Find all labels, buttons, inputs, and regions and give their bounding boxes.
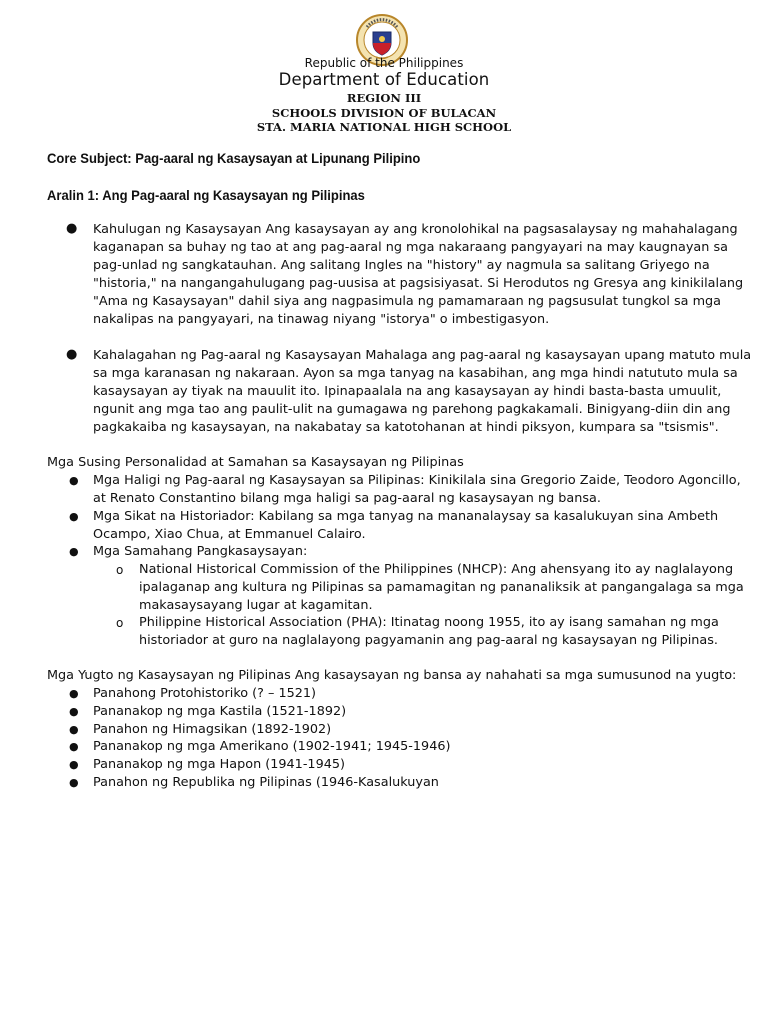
department-title: Department of Education	[278, 70, 490, 89]
bullet-icon: ●	[69, 740, 79, 753]
text-line: "historia," na nangangahulugang pag-uusisa at pagsisiyasat. Si Herodutos ng Gresya ang kinikilalang	[93, 276, 744, 291]
importance-paragraph	[93, 347, 751, 437]
list-item	[93, 543, 307, 561]
text-line: kasaysayan ay tiyak na mauulit ito. Ipinapaalala na ang kasaysayan ay hindi basta-basta umuulit,	[93, 384, 722, 399]
list-item	[93, 472, 741, 508]
text-line: Ocampo, Xiao Chua, at Emmanuel Calairo.	[93, 527, 366, 542]
bullet-icon: ●	[69, 723, 79, 736]
lesson-title: Aralin 1: Ang Pag-aaral ng Kasaysayan ng Pilipinas	[47, 187, 365, 203]
text-line: pagkakaiba ng kasaysayan, na nakabatay sa katotohanan at hindi piksyon, kumpara sa "tsismis".	[93, 420, 719, 435]
division-line: SCHOOLS DIVISION OF BULACAN	[271, 106, 497, 120]
period-item: Pananakop ng mga Kastila (1521-1892)	[93, 704, 347, 719]
text-line: nakalipas na pangyayari, na tinawag niyang "istorya" o imbestigasyon.	[93, 312, 550, 327]
bullet-icon: ●	[69, 545, 79, 558]
bullet-icon: ●	[66, 221, 78, 236]
text-line: sa mga karanasan ng nakaraan. Ayon sa mga tanyag na kasabihan, ang mga hindi natututo mula sa	[93, 366, 738, 381]
text-line: Mga Haligi ng Pag-aaral ng Kasaysayan sa Pilipinas: Kinikilala sina Gregorio Zaide, Teodoro Agoncillo,	[93, 473, 741, 488]
period-item: Pananakop ng mga Hapon (1941-1945)	[93, 757, 345, 772]
text-line: Philippine Historical Association (PHA): Itinatag noong 1955, ito ay isang samahan ng mga	[139, 615, 719, 630]
period-item: Panahon ng Himagsikan (1892-1902)	[93, 722, 332, 737]
republic-line: Republic of the Philippines	[304, 56, 464, 70]
text-line: makasaysayang lugar at kagamitan.	[139, 598, 373, 613]
bullet-icon: ●	[69, 776, 79, 789]
school-line: STA. MARIA NATIONAL HIGH SCHOOL	[256, 120, 512, 134]
bullet-icon: ●	[66, 347, 78, 362]
period-item: Panahong Protohistoriko (? – 1521)	[93, 686, 317, 701]
text-line: historiador at guro na naglalayong pagyamanin ang pag-aaral ng kasaysayan ng Pilipinas.	[139, 633, 718, 648]
text-line: ngunit ang mga tao ang paulit-ulit na gumagawa ng parehong pagkakamali. Binigyang-diin din ang	[93, 402, 731, 417]
sub-list-item	[139, 561, 744, 615]
bullet-icon: ●	[69, 510, 79, 523]
personalities-heading: Mga Susing Personalidad at Samahan sa Kasaysayan ng Pilipinas	[47, 455, 464, 470]
periods-heading: Mga Yugto ng Kasaysayan ng Pilipinas Ang kasaysayan ng bansa ay nahahati sa mga sumusunod na yugto:	[47, 668, 737, 683]
text-line: Kahalagahan ng Pag-aaral ng Kasaysayan Mahalaga ang pag-aaral ng kasaysayan upang matuto mula	[93, 348, 752, 363]
text-line: kaganapan sa buhay ng tao at ang pag-aaral ng mga nakaraang pangyayari na may kaugnayan sa	[93, 240, 728, 255]
sub-list-item	[139, 614, 719, 650]
text-line: "Ama ng Kasaysayan" dahil siya ang nagpasimula ng pamamaraan ng pagsusulat tungkol sa mga	[93, 294, 722, 309]
text-line: National Historical Commission of the Philippines (NHCP): Ang ahensyang ito ay naglalayong	[139, 562, 734, 577]
definition-paragraph	[93, 221, 743, 329]
text-line: Mga Samahang Pangkasaysayan:	[93, 544, 308, 559]
text-line: pag-unlad ng sangkatauhan. Ang salitang Ingles na "history" ay nagmula sa salitang Griyego na	[93, 258, 710, 273]
period-item: Panahon ng Republika ng Pilipinas (1946-Kasalukuyan	[93, 775, 439, 790]
sub-bullet-marker: o	[116, 563, 124, 577]
text-line: at Renato Constantino bilang mga haligi sa pag-aaral ng kasaysayan ng bansa.	[93, 491, 601, 506]
list-item	[93, 508, 718, 544]
bullet-icon: ●	[69, 705, 79, 718]
bullet-icon: ●	[69, 687, 79, 700]
core-subject-title: Core Subject: Pag-aaral ng Kasaysayan at Lipunang Pilipino	[47, 150, 421, 166]
region-line: REGION III	[346, 91, 422, 105]
bullet-icon: ●	[69, 758, 79, 771]
bullet-icon: ●	[69, 474, 79, 487]
text-line: Kahulugan ng Kasaysayan Ang kasaysayan ay ang kronolohikal na pagsasalaysay ng mahahalagang	[93, 222, 738, 237]
period-item: Pananakop ng mga Amerikano (1902-1941; 1945-1946)	[93, 739, 451, 754]
sub-bullet-marker: o	[116, 616, 124, 630]
text-line: ipalaganap ang kultura ng Pilipinas sa pamamagitan ng pananaliksik at pangangalaga sa mga	[139, 580, 744, 595]
text-line: Mga Sikat na Historiador: Kabilang sa mga tanyag na mananalaysay sa kasalukuyan sina Ambeth	[93, 509, 719, 524]
